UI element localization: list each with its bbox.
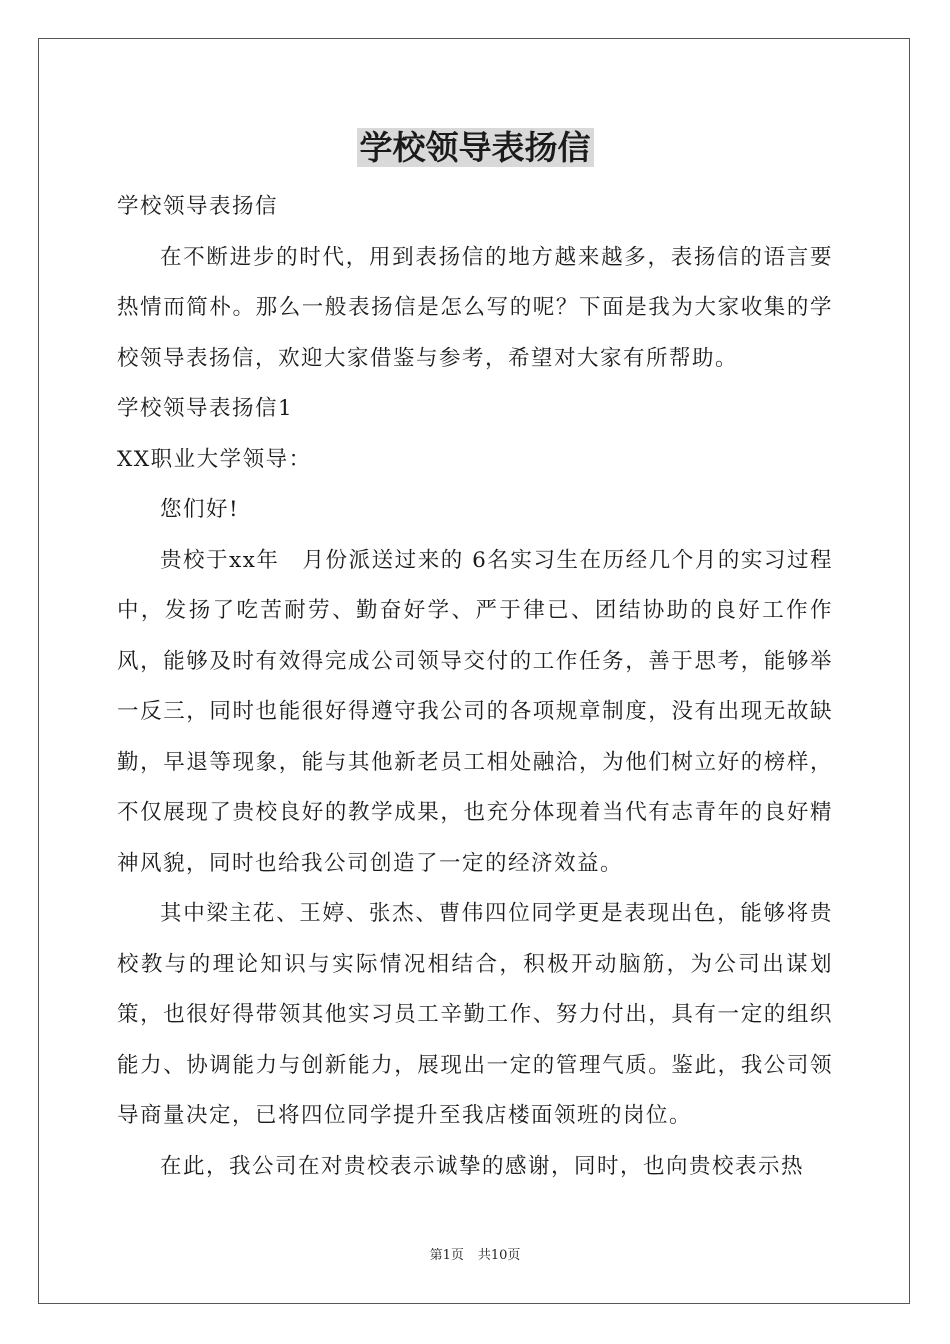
- paragraph: 贵校于xx年 月份派送过来的 6名实习生在历经几个月的实习过程中，发扬了吃苦耐劳、勤奋好学、严于律已、团结协助的良好工作作风，能够及时有效得完成公司领导交付的工作任务，善于思考，能够举一反三，同时也能很好得遵守我公司的各项规章制度，没有出现无故缺勤，早退等现象，能与其他新老员工相处融洽，为他们树立好的榜样，不仅展现了贵校良好的教学成果，也充分体现着当代有志青年的良好精神风貌，同时也给我公司创造了一定的经济效益。: [117, 547, 833, 876]
- page-total: 共10页: [477, 1248, 521, 1263]
- paragraph: 在不断进步的时代，用到表扬信的地方越来越多，表扬信的语言要热情而简朴。那么一般表扬信是怎么写的呢？下面是我为大家收集的学校领导表扬信，欢迎大家借鉴与参考，希望对大家有所帮助。: [117, 244, 833, 371]
- page-footer: [0, 1247, 950, 1265]
- paragraph: 在此，我公司在对贵校表示诚挚的感谢，同时，也向贵校表示热: [160, 1153, 805, 1179]
- page-number: 第1页: [429, 1248, 464, 1263]
- paragraph: 学校领导表扬信1: [117, 396, 294, 421]
- title-text: 学校领导表扬信: [357, 128, 594, 167]
- paragraph: XX职业大学领导：: [117, 446, 312, 472]
- paragraph: 您们好!: [160, 497, 240, 522]
- document-title: [0, 128, 950, 168]
- document-body: [117, 182, 833, 1192]
- paragraph: 其中梁主花、王婷、张杰、曹伟四位同学更是表现出色，能够将贵校教与的理论知识与实际情况相结合，积极开动脑筋，为公司出谋划策，也很好得带领其他实习员工辛勤工作、努力付出，具有一定的组织能力、协调能力与创新能力，展现出一定的管理气质。鉴此，我公司领导商量决定，已将四位同学提升至我店楼面领班的岗位。: [117, 901, 833, 1128]
- paragraph: 学校领导表扬信: [117, 194, 279, 219]
